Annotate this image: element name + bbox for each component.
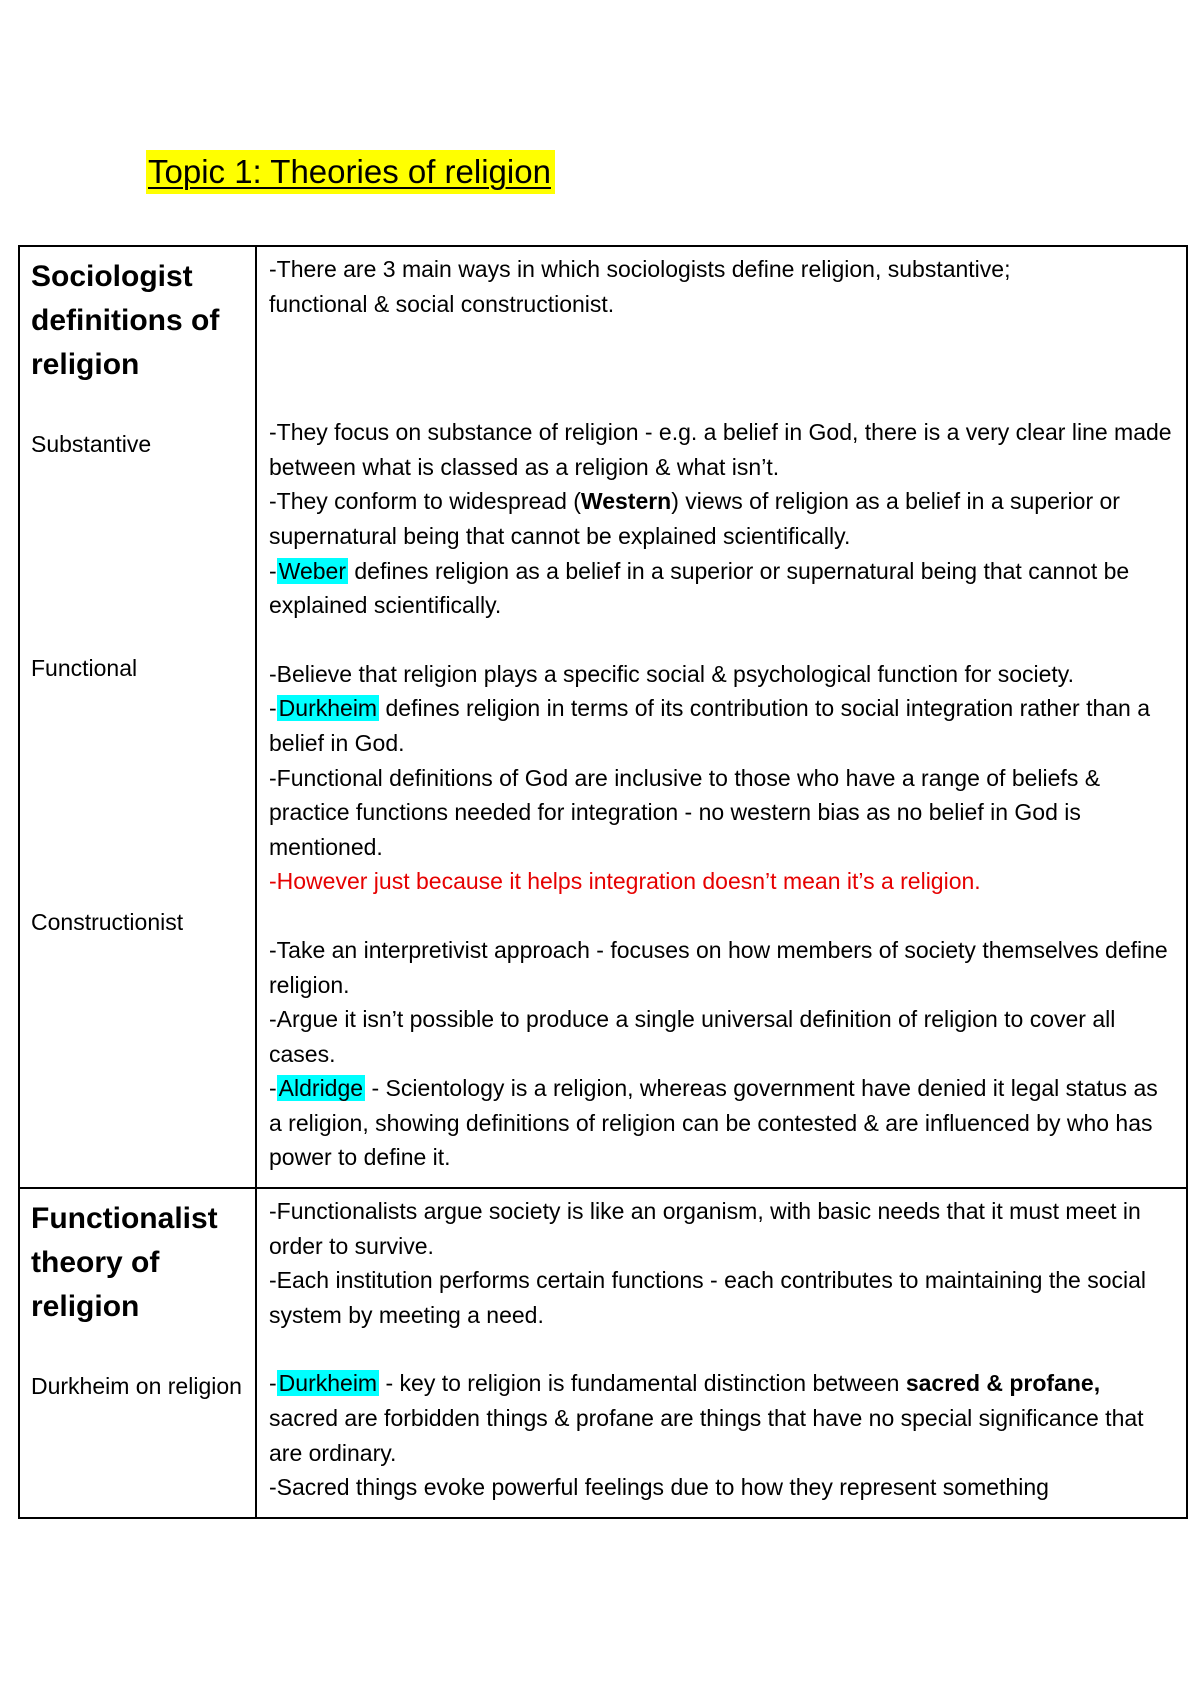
- definitions-left-cell: [19, 246, 256, 1188]
- section-heading-functionalist: Functionalist theory of religion: [31, 1202, 218, 1324]
- bold-term-western: Western: [580, 488, 672, 515]
- constructionist-block: [269, 933, 1174, 1175]
- durkheim-point-1: [269, 1366, 1174, 1470]
- text-fragment: defines religion in terms of its contribution to social integration rather than a belief in God.: [269, 695, 1151, 756]
- functionalist-point-1: -Functionalists argue society is like an organism, with basic needs that it must meet in order to survive.: [269, 1198, 1141, 1259]
- functionalist-right-cell: [256, 1188, 1187, 1518]
- substantive-block: [269, 415, 1174, 623]
- functional-point-3: -Functional definitions of God are inclusive to those who have a range of beliefs & practice functions needed for integration - no western bias as no belief in God is mentioned.: [269, 764, 1101, 860]
- intro-line-2: functional & social constructionist.: [269, 290, 615, 317]
- label-durkheim-on-religion: Durkheim on religion: [31, 1373, 242, 1400]
- label-substantive: Substantive: [31, 431, 152, 457]
- notes-table: [18, 245, 1188, 1519]
- functionalist-point-2: -Each institution performs certain functions - each contributes to maintaining the social system by meeting a need.: [269, 1267, 1146, 1328]
- title-block: [146, 150, 555, 194]
- text-fragment: -: [269, 557, 277, 584]
- functional-point-1: -Believe that religion plays a specific social & psychological function for society.: [269, 660, 1074, 687]
- text-fragment: ) views of religion as a belief in a superior or supernatural being that cannot be explained scientifically.: [269, 488, 1120, 549]
- constructionist-point-1: -Take an interpretivist approach - focuses on how members of society themselves define religion.: [269, 936, 1168, 998]
- highlighted-name-durkheim: Durkheim: [278, 1370, 378, 1397]
- highlighted-name-durkheim: Durkheim: [278, 695, 378, 722]
- text-fragment: - Scientology is a religion, whereas government have denied it legal status as a religion, showing definitions of religion can be contested & are influenced by who has power to define it.: [269, 1075, 1158, 1171]
- constructionist-point-2: -Argue it isn’t possible to produce a single universal definition of religion to cover all cases.: [269, 1006, 1116, 1067]
- functional-criticism: -However just because it helps integration doesn’t mean it’s a religion.: [269, 868, 981, 895]
- constructionist-point-3: [269, 1071, 1174, 1175]
- text-fragment: -: [269, 1075, 277, 1102]
- page-title: Topic 1: Theories of religion: [146, 150, 555, 194]
- functional-point-2: [269, 691, 1174, 760]
- text-fragment: -They conform to widespread (: [269, 488, 581, 515]
- text-fragment: -: [269, 695, 277, 722]
- bold-term-sacred-profane: sacred & profane,: [905, 1370, 1101, 1397]
- highlighted-name-aldridge: Aldridge: [278, 1075, 364, 1102]
- substantive-point-3: [269, 554, 1174, 623]
- functional-block: [269, 657, 1174, 899]
- intro-line-1: -There are 3 main ways in which sociologists define religion, substantive;: [269, 256, 1011, 282]
- label-constructionist: Constructionist: [31, 909, 184, 935]
- substantive-point-1: -They focus on substance of religion - e.g. a belief in God, there is a very clear line made between what is classed as a religion & what isn’t.: [269, 419, 1172, 480]
- text-fragment: - key to religion is fundamental distinction between: [379, 1370, 906, 1397]
- table-row-definitions: [19, 246, 1187, 1188]
- substantive-point-2: [269, 484, 1174, 553]
- section-heading-definitions: Sociologist definitions of religion: [31, 260, 220, 381]
- label-functional: Functional: [31, 655, 138, 681]
- table-row-functionalist: [19, 1188, 1187, 1518]
- text-fragment: sacred are forbidden things & profane are things that have no special significance that are ordinary.: [269, 1405, 1144, 1466]
- text-fragment: defines religion as a belief in a superior or supernatural being that cannot be explained scientifically.: [269, 557, 1130, 619]
- durkheim-point-2: -Sacred things evoke powerful feelings due to how they represent something: [269, 1474, 1049, 1501]
- highlighted-name-weber: Weber: [278, 557, 346, 584]
- text-fragment: -: [269, 1370, 277, 1397]
- definitions-right-cell: [256, 246, 1187, 1188]
- functionalist-left-cell: [19, 1188, 256, 1518]
- durkheim-block: [269, 1366, 1174, 1504]
